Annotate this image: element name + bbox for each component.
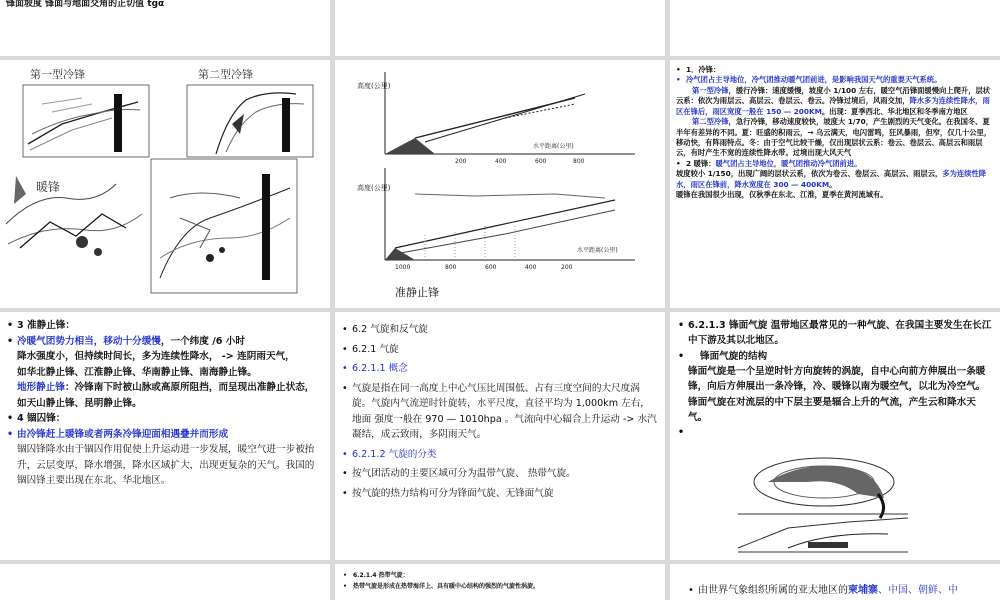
cyclone-class-thermal: • 按气旋的热力结构可分为锋面气旋、无锋面气旋 bbox=[342, 486, 658, 502]
upper-tick-1: 200 bbox=[455, 158, 467, 165]
stationary-front-caption: 准静止锋 bbox=[395, 286, 439, 299]
lower-axis-label: 高度(公里) bbox=[357, 184, 391, 192]
slide-front-text[interactable] bbox=[670, 60, 1000, 308]
stationary-front-desc: • 冷暖气团势力相当，移动十分缓慢，一个纬度 /6 小时 降水强度小，但持续时间长，多为连续性降水， -> 连阴雨天气， 如华北静止锋、江淮静止锋、华南静止锋、南海静止锋。 地形静止锋：冷锋南下时被山脉或高原所阻挡，而呈现出准静止状态，如天山静止锋、昆明静止锋。 bbox=[7, 334, 323, 412]
slope-text: 锋面坡度 锋面与地面交角的正切值 tgα bbox=[6, 0, 165, 9]
caption-cold-front-2: 第二型冷锋 bbox=[198, 68, 253, 81]
frontal-cyclone-title: • 6.2.1.3 锋面气旋 温带地区最常见的一种气旋、在我国主要发生在长江中下游及其以北地区。 bbox=[678, 318, 992, 349]
slide-top-middle[interactable] bbox=[335, 0, 665, 56]
warm-front-desc: 坡度较小 1/150，出现广阔的层状云系，依次为卷云、卷层云、高层云、雨层云，多为连续性降水，雨区在锋前，降水宽度在 300 — 400KM。 bbox=[676, 169, 987, 189]
slide-stationary-occluded-text[interactable] bbox=[0, 312, 330, 560]
diagram-bullet bbox=[678, 425, 992, 440]
lower-tick-4: 400 bbox=[525, 264, 537, 271]
tropical-cyclone-desc: • 热带气旋是形成在热带海洋上、具有暖中心结构的强烈的气旋性涡旋。 bbox=[343, 581, 657, 592]
naming-committee-text: • 由世界气象组织所属的亚太地区的柬埔寨、中国、朝鲜、中 bbox=[688, 584, 992, 598]
cyclone-class-air-mass: • 按气团活动的主要区域可分为温带气旋、 热带气旋。 bbox=[342, 466, 658, 482]
cyclone-subsection-title: • 6.2.1 气旋 bbox=[342, 342, 658, 358]
slide-stationary-front[interactable] bbox=[335, 60, 665, 308]
upper-axis-label: 高度(公里) bbox=[357, 82, 391, 90]
warm-front-diagram bbox=[6, 164, 146, 260]
upper-tick-3: 600 bbox=[535, 158, 547, 165]
upper-tick-2: 400 bbox=[495, 158, 507, 165]
occluded-front-formation: • 由冷锋赶上暖锋或者两条冷锋迎面相遇叠并而形成 bbox=[7, 427, 323, 443]
slide-top-right[interactable] bbox=[670, 0, 1000, 56]
upper-x-label: 水平距离(公里) bbox=[533, 143, 574, 150]
cold-front-type1: 第一型冷锋，缓行冷锋：速度缓慢，坡度小 1/100 左右，暖空气沿锋面缓慢向上爬升，层状云系：依次为雨层云、高层云、卷层云、卷云。冷锋过境后，风雨交加，降水多为连续性降水，雨区在锋后，雨区宽度一般在 150 — 200KM。出现：夏季西北、华北地区和冬季南方地区 bbox=[676, 85, 991, 116]
cyclone-concept-title: • 6.2.1.1 概念 bbox=[342, 361, 658, 377]
slide-bottom-right[interactable] bbox=[670, 564, 1000, 600]
heading-occluded-front: • 4 锢囚锋： bbox=[7, 411, 323, 427]
cyclone-classification-title: • 6.2.1.2 气旋的分类 bbox=[342, 447, 658, 463]
slide-top-left[interactable] bbox=[0, 0, 330, 56]
stationary-front-upper-diagram bbox=[355, 68, 655, 168]
upper-tick-4: 800 bbox=[573, 158, 585, 165]
lower-x-label: 水平距离(公里) bbox=[577, 247, 618, 254]
slide-tropical-cyclone[interactable] bbox=[335, 564, 665, 600]
slide-cyclone[interactable] bbox=[335, 312, 665, 560]
heading-warm-front: • 2 暖锋：暖气团占主导地位，暖气团推动冷气团前进。 bbox=[676, 159, 994, 169]
lower-tick-5: 200 bbox=[561, 264, 573, 271]
cold-front-1-diagram bbox=[22, 84, 150, 158]
occluded-front-diagram bbox=[150, 158, 300, 298]
lower-tick-2: 800 bbox=[445, 264, 457, 271]
tropical-cyclone-title: • 6.2.1.4 热带气旋： bbox=[343, 570, 657, 581]
caption-cold-front-1: 第一型冷锋 bbox=[30, 68, 85, 81]
stationary-front-lower-diagram bbox=[355, 164, 655, 274]
cold-front-intro: • 冷气团占主导地位，冷气团推动暖气团前进，是影响我国天气的重要天气系统。 bbox=[676, 75, 994, 85]
lower-tick-3: 600 bbox=[485, 264, 497, 271]
cold-front-2-diagram bbox=[186, 84, 314, 158]
cyclone-section-title: • 6.2 气旋和反气旋 bbox=[342, 322, 658, 338]
heading-cold-front: • 1．冷锋： bbox=[676, 65, 994, 75]
frontal-cyclone-desc: 锋面气旋是一个呈逆时针方向旋转的涡旋，自中心向前方伸展出一条暖锋，向后方伸展出一条冷锋，冷、暖锋以南为暖空气，以北为冷空气。锋面气旋在对流层的中下层主要是辐合上升的气流，产生云和降水天气。 bbox=[688, 366, 986, 424]
occluded-front-desc: 锢囚锋降水由于锢囚作用促使上升运动进一步发展，暖空气进一步被抬升，云层变厚，降水增强，降水区域扩大，出现更复杂的天气。我国的锢囚锋主要出现在东北、华北地区。 bbox=[17, 444, 315, 487]
frontal-cyclone-structure-title: • 锋面气旋的结构 bbox=[678, 349, 992, 364]
heading-stationary-front: • 3 准静止锋： bbox=[7, 318, 323, 334]
lower-tick-1: 1000 bbox=[395, 264, 411, 271]
slide-frontal-cyclone[interactable] bbox=[670, 312, 1000, 560]
frontal-cyclone-diagram bbox=[728, 448, 918, 558]
slide-front-diagrams[interactable] bbox=[0, 60, 330, 308]
cyclone-concept-desc: • 气旋是指在同一高度上中心气压比周围低、占有三度空间的大尺度涡旋。气旋内气流逆时针旋转，水平尺度，直径平均为 1,000km 左右，地面 强度一般在 970 — 1010hpa 。气流向中心辐合上升运动 -> 水汽凝结，成云致雨，多阴雨天气。 bbox=[342, 381, 658, 443]
caption-warm-front: 暖锋 bbox=[36, 180, 61, 194]
slide-bottom-left[interactable] bbox=[0, 564, 330, 600]
cold-front-type2: 第二型冷锋，急行冷锋，移动速度较快，坡度大 1/70，产生剧烈的天气变化。在我国冬、夏半年有差异的不同。夏：旺盛的积雨云，→ 乌云满天，电闪雷鸣，狂风暴雨，但窄，仅几十公里，移动快，有阵雨特点。冬：由于空气比较干燥，仅出现层状云系：卷云、卷层云、高层云和雨层云，有时产生不宽的连续性降水带。过境出现大风天气 bbox=[676, 117, 992, 158]
warm-front-occurrence: 暖锋在我国很少出现，仅秋季在东北、江淮，夏季在黄河流域有。 bbox=[676, 190, 888, 200]
